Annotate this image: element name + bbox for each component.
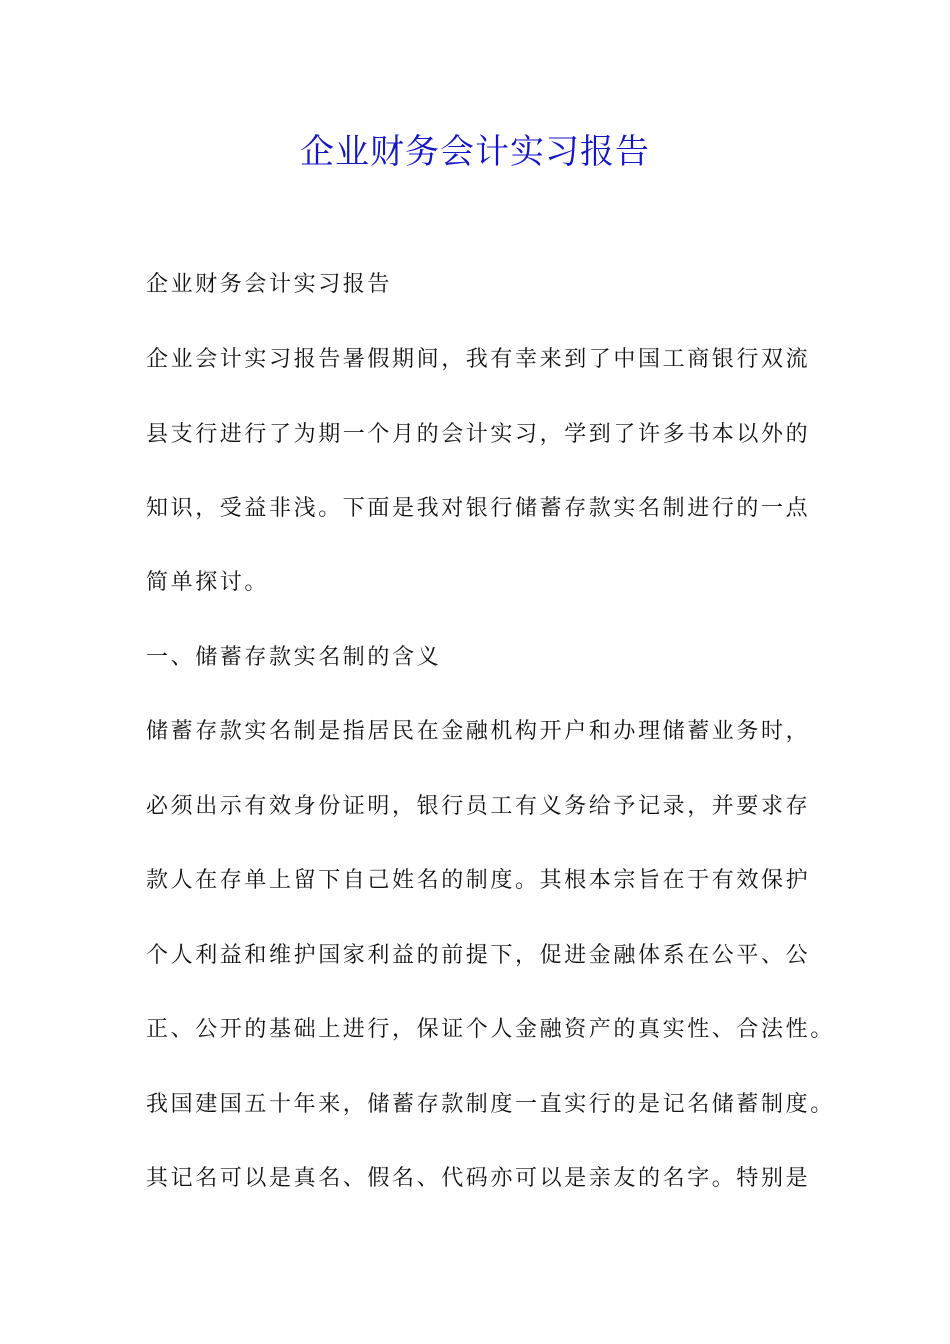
body-line: 其记名可以是真名、假名、代码亦可以是亲友的名字。特别是 — [146, 1166, 811, 1191]
body-line: 储蓄存款实名制是指居民在金融机构开户和办理储蓄业务时， — [146, 719, 811, 744]
body-line: 正、公开的基础上进行，保证个人金融资产的真实性、合法性。 — [146, 1017, 835, 1042]
body-line: 我国建国五十年来，储蓄存款制度一直实行的是记名储蓄制度。 — [146, 1092, 835, 1117]
body-line: 企业财务会计实习报告 — [146, 272, 393, 297]
body-line: 知识，受益非浅。下面是我对银行储蓄存款实名制进行的一点 — [146, 496, 811, 521]
body-line: 个人利益和维护国家利益的前提下，促进金融体系在公平、公 — [146, 943, 811, 968]
document-title: 企业财务会计实习报告 — [300, 132, 650, 172]
body-line: 简单探讨。 — [146, 570, 270, 595]
section-heading: 一、储蓄存款实名制的含义 — [146, 645, 442, 670]
body-line: 企业会计实习报告暑假期间，我有幸来到了中国工商银行双流 — [146, 347, 811, 372]
body-line: 县支行进行了为期一个月的会计实习，学到了许多书本以外的 — [146, 422, 811, 447]
body-line: 必须出示有效身份证明，银行员工有义务给予记录，并要求存 — [146, 794, 811, 819]
body-line: 款人在存单上留下自己姓名的制度。其根本宗旨在于有效保护 — [146, 868, 811, 893]
